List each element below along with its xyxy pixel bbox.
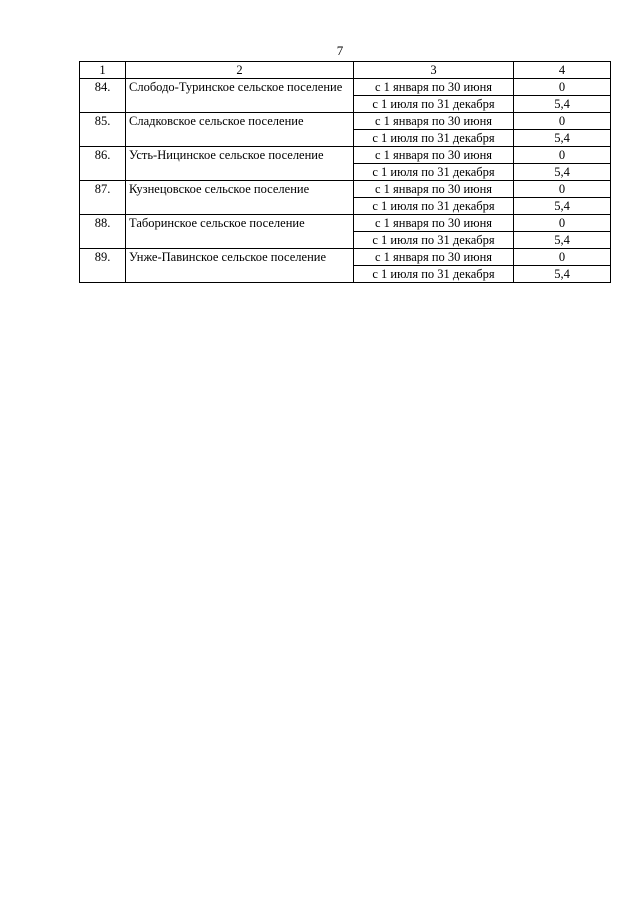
period-cell: с 1 июля по 31 декабря (354, 198, 514, 215)
value-cell: 5,4 (514, 266, 611, 283)
period-cell: с 1 января по 30 июня (354, 147, 514, 164)
period-cell: с 1 января по 30 июня (354, 181, 514, 198)
value-cell: 5,4 (514, 198, 611, 215)
row-number: 86. (80, 147, 126, 181)
table-row (80, 249, 611, 266)
settlement-name: Унже-Павинское сельское поселение (126, 249, 354, 283)
value-cell: 0 (514, 113, 611, 130)
page-number: 7 (336, 43, 344, 58)
table-header-row (80, 62, 611, 79)
table-row (80, 147, 611, 164)
table-row (80, 79, 611, 96)
row-number: 84. (80, 79, 126, 113)
period-cell: с 1 июля по 31 декабря (354, 232, 514, 249)
period-cell: с 1 января по 30 июня (354, 249, 514, 266)
value-cell: 5,4 (514, 96, 611, 113)
column-header: 3 (354, 62, 514, 79)
value-cell: 0 (514, 79, 611, 96)
table-row (80, 181, 611, 198)
settlement-name: Таборинское сельское поселение (126, 215, 354, 249)
column-header: 1 (80, 62, 126, 79)
period-cell: с 1 января по 30 июня (354, 113, 514, 130)
settlements-table (79, 61, 611, 283)
settlement-name: Слободо-Туринское сельское поселение (126, 79, 354, 113)
period-cell: с 1 июля по 31 декабря (354, 96, 514, 113)
value-cell: 0 (514, 147, 611, 164)
period-cell: с 1 июля по 31 декабря (354, 130, 514, 147)
value-cell: 5,4 (514, 164, 611, 181)
period-cell: с 1 июля по 31 декабря (354, 266, 514, 283)
row-number: 85. (80, 113, 126, 147)
value-cell: 0 (514, 181, 611, 198)
row-number: 89. (80, 249, 126, 283)
period-cell: с 1 июля по 31 декабря (354, 164, 514, 181)
column-header: 4 (514, 62, 611, 79)
period-cell: с 1 января по 30 июня (354, 79, 514, 96)
table-row (80, 215, 611, 232)
row-number: 88. (80, 215, 126, 249)
value-cell: 0 (514, 249, 611, 266)
column-header: 2 (126, 62, 354, 79)
table-body (80, 62, 611, 283)
value-cell: 0 (514, 215, 611, 232)
settlement-name: Сладковское сельское поселение (126, 113, 354, 147)
period-cell: с 1 января по 30 июня (354, 215, 514, 232)
table-row (80, 113, 611, 130)
settlement-name: Кузнецовское сельское поселение (126, 181, 354, 215)
value-cell: 5,4 (514, 130, 611, 147)
settlement-name: Усть-Ницинское сельское поселение (126, 147, 354, 181)
row-number: 87. (80, 181, 126, 215)
value-cell: 5,4 (514, 232, 611, 249)
